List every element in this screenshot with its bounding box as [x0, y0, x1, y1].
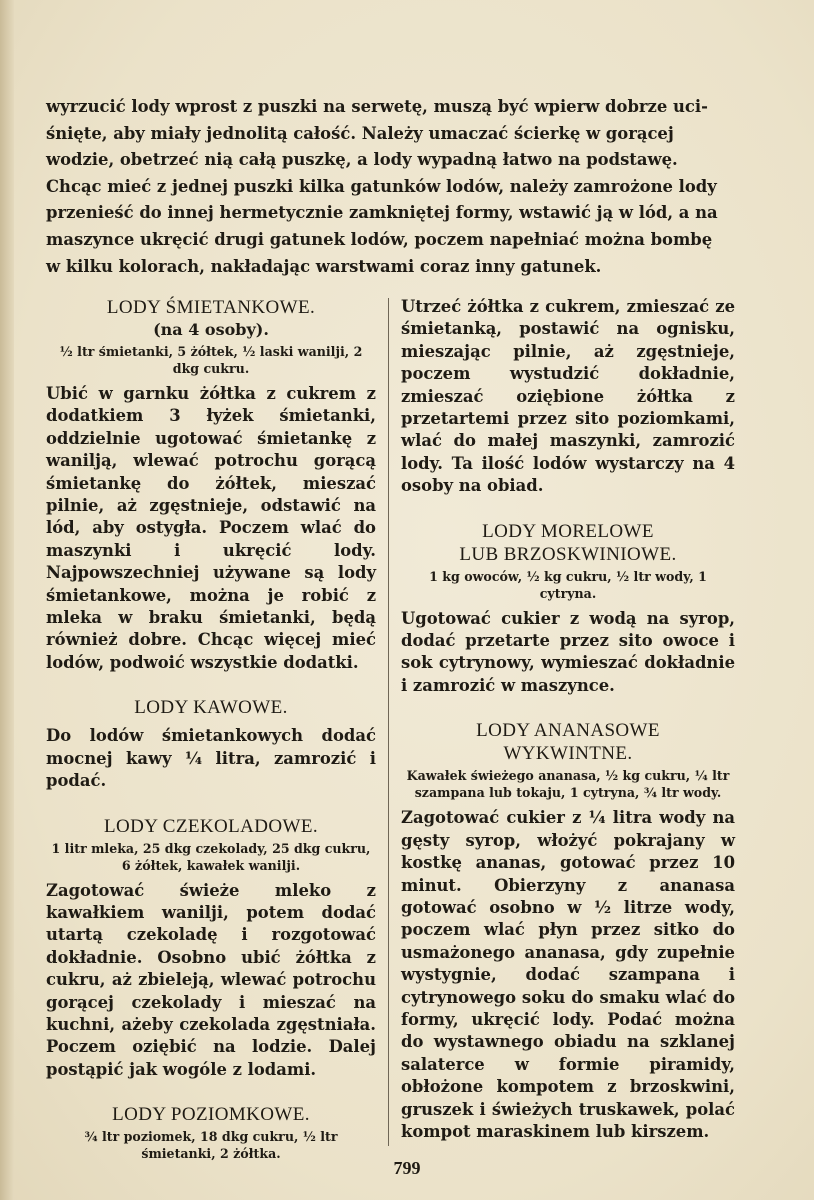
recipe-kawowe — [46, 696, 376, 792]
recipe-title: LODY CZEKOLADOWE. — [103, 815, 318, 837]
recipe-title: LODY POZIOMKOWE. — [112, 1104, 310, 1126]
recipe-title-line-2: WYKWINTNE. — [503, 743, 633, 765]
recipe-title: LODY ANANASOWE — [476, 720, 660, 742]
intro-line: Chcąc mieć z jednej puszki kilka gatunków lodów, należy zamrożone lody — [46, 176, 717, 196]
recipe-title: LODY MORELOWE — [482, 520, 654, 542]
page-gutter — [0, 0, 14, 1200]
recipe-instructions: Ugotować cukier z wodą na syrop, dodać przetarte przez sito owoce i sok cytrynowy, wymieszać dokładnie i zamrozić w maszynce. — [401, 608, 735, 695]
recipe-smietankowe — [46, 296, 376, 674]
intro-line: w kilku kolorach, nakładając warstwami coraz inny gatunek. — [46, 256, 602, 276]
recipe-title-line-2: LUB BRZOSKWINIOWE. — [459, 543, 677, 565]
recipe-poziomkowe — [46, 1103, 376, 1162]
recipe-ingredients: ½ ltr śmietanki, 5 żółtek, ½ laski wanilji, 2 dkg cukru. — [59, 344, 363, 376]
intro-line: wodzie, obetrzeć nią całą puszkę, a lody wypadną łatwo na podstawę. — [46, 150, 678, 170]
recipe-title: LODY KAWOWE. — [134, 697, 288, 719]
recipe-ingredients: Kawałek świeżego ananasa, ½ kg cukru, ¼ ltr szampana lub tokaju, 1 cytryna, ¾ ltr wody. — [406, 768, 730, 801]
recipe-poziomkowe-continued — [401, 296, 735, 498]
recipe-czekoladowe — [46, 815, 376, 1082]
page-number: 799 — [393, 1158, 421, 1178]
intro-line: przenieść do innej hermetycznie zamkniętej formy, wstawić ją w lód, a na — [46, 203, 718, 223]
intro-line: wyrzucić lody wprost z puszki na serwetę, muszą być wpierw dobrze uci- — [46, 97, 708, 116]
recipe-instructions: Do lodów śmietankowych dodać mocnej kawy ¼ litra, zamrozić i podać. — [46, 726, 376, 791]
recipe-instructions: Zagotować świeże mleko z kawałkiem wanilji, potem dodać utartą czekoladę i rozgotować dokładnie. Osobno ubić żółtka z cukru, aż zbieleją, wlewać potrochu gorącej czekolady i mieszać na kuchni, ażeby czekolada zgęstniała. Poczem oziębić na lodzie. Dalej postąpić jak wogóle z lodami. — [46, 880, 376, 1079]
recipe-instructions: Zagotować cukier z ¼ litra wody na gęsty syrop, włożyć pokrajany w kostkę ananas, gotować przez 10 minut. Obierzyny z ananasa gotować osobno w ½ litrze wody, poczem wlać płyn przez sitko do usmażonego ananasa, gdy zupełnie wystygnie, dodać szampana i cytrynowego soku do smaku wlać do formy, ukręcić lody. Podać można do wystawnego obiadu na szklanej salaterce w formie piramidy, obłożone kompotem z brzoskwini, gruszek i świeżych truskawek, polać kompot maraskinem lub kirszem. — [401, 808, 735, 1141]
recipe-ingredients: ¾ ltr poziomek, 18 dkg cukru, ½ ltr śmietanki, 2 żółtka. — [84, 1129, 338, 1162]
recipe-morelowe — [401, 520, 735, 698]
intro-line: śnięte, aby miały jednolitą całość. Należy umaczać ścierkę w gorącej — [46, 123, 674, 143]
column-divider — [388, 298, 389, 1146]
recipe-title: LODY ŚMIETANKOWE. — [106, 297, 316, 318]
recipe-ananasowe — [401, 719, 735, 1143]
intro-line: maszynce ukręcić drugi gatunek lodów, poczem napełniać można bombę — [46, 229, 713, 249]
recipe-ingredients: 1 litr mleka, 25 dkg czekolady, 25 dkg cukru, 6 żółtek, kawałek wanilji. — [51, 840, 371, 873]
recipe-instructions: Ubić w garnku żółtka z cukrem z dodatkiem 3 łyżek śmietanki, oddzielnie ugotować śmietankę z wanilją, wlewać potrochu gorącą śmietankę do żółtek, mieszać pilnie, aż zgęstnieje, odstawić na lód, aby ostygła. Poczem wlać do maszynki i ukręcić lody. Najpowszechniej używane są lody śmietankowe, można je robić z mleka w braku śmietanki, będą również dobre. Chcąc więcej mieć lodów, podwoić wszystkie dodatki. — [46, 384, 376, 672]
recipe-ingredients: 1 kg owoców, ½ kg cukru, ½ ltr wody, 1 cytryna. — [429, 568, 707, 601]
recipe-servings: (na 4 osoby). — [153, 320, 269, 339]
left-column — [46, 296, 376, 1184]
right-column — [401, 296, 735, 1165]
recipe-instructions: Utrzeć żółtka z cukrem, zmieszać ze śmietanką, postawić na ognisku, mieszając pilnie, aż zgęstnieje, poczem wystudzić dokładnie, zmieszać oziębione żółtka z przetartemi przez sito poziomkami, wlać do małej maszynki, zamrozić lody. Ta ilość lodów wystarczy na 4 osoby na obiad. — [401, 297, 735, 496]
intro-paragraph — [46, 94, 736, 280]
